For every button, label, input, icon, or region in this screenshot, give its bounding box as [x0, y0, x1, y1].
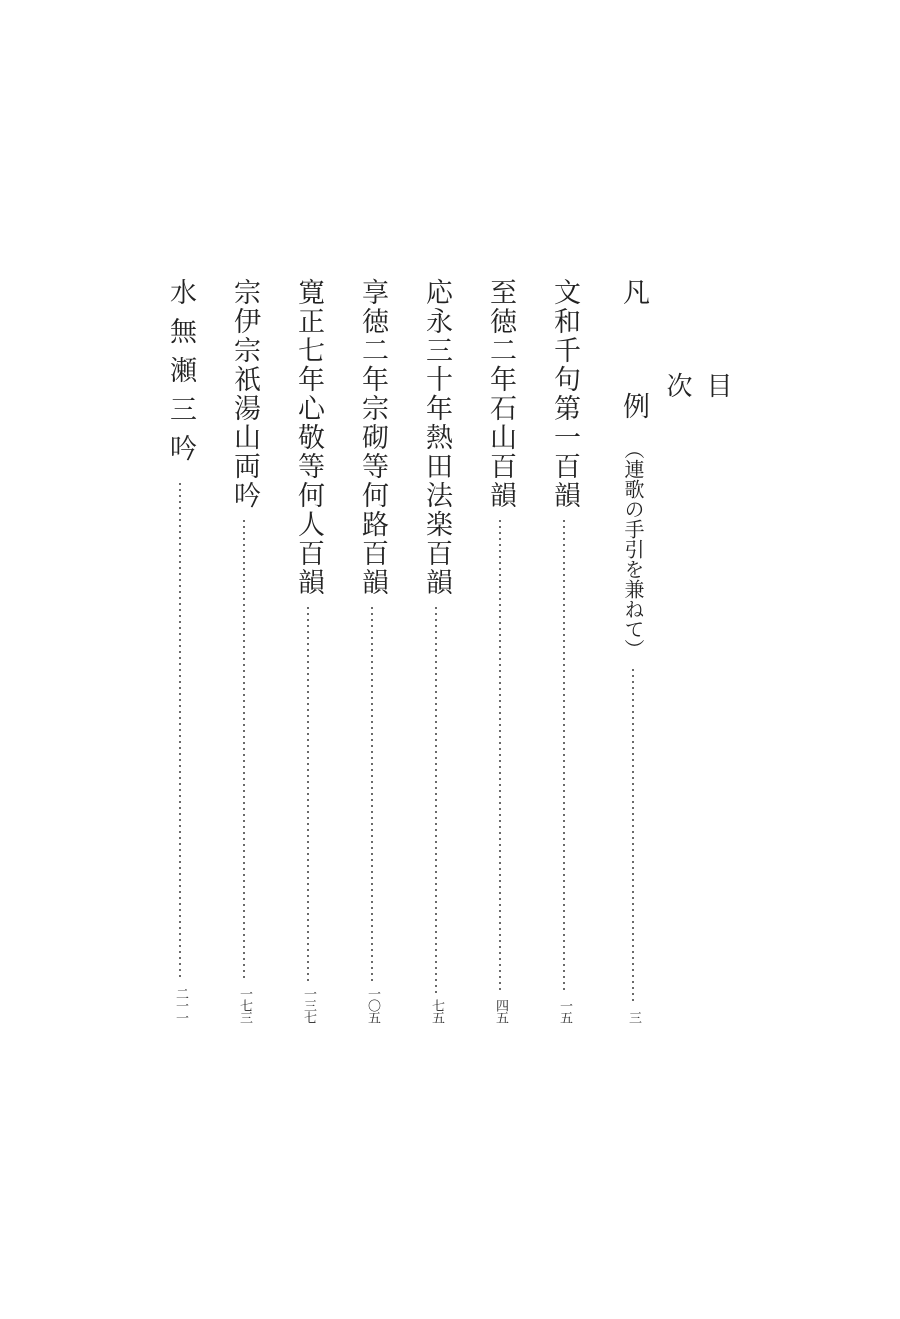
toc-entry[interactable] [285, 278, 331, 1023]
toc-leader-dots [499, 518, 501, 993]
toc-entry-page: 四五 [493, 999, 508, 1023]
toc-leader-dots [307, 605, 309, 981]
toc-entry[interactable] [477, 278, 523, 1023]
toc-entry-title: 水無瀬三吟 [165, 278, 196, 473]
toc-entry[interactable] [610, 278, 656, 1023]
toc-entry-title: 宗伊宗祇湯山両吟 [229, 278, 260, 510]
toc-entry-page: 一〇五 [365, 987, 380, 1023]
toc-entry-title: 至徳二年石山百韻 [485, 278, 516, 510]
toc-entry[interactable] [221, 278, 267, 1023]
toc-entry-title: 応永三十年熱田法楽百韻 [421, 278, 452, 597]
toc-entry-note: （連歌の手引を兼ねて） [621, 439, 645, 659]
toc-entry[interactable] [157, 278, 203, 1023]
toc-leader-dots [632, 667, 634, 1005]
toc-leader-dots [371, 605, 373, 981]
toc-entry-page: 二一一 [173, 987, 188, 1023]
toc-entry[interactable] [541, 278, 587, 1023]
toc-heading: 目 次 [662, 372, 732, 508]
toc-leader-dots [243, 518, 245, 981]
toc-entry-title: 凡 例 [618, 278, 649, 449]
toc-entry-page: 三 [626, 1011, 641, 1023]
toc-entry-title: 享徳二年宗砌等何路百韻 [357, 278, 388, 597]
toc-entry-page: 一五 [557, 999, 572, 1023]
toc-leader-dots [179, 481, 181, 981]
toc-entry-page: 一三七 [301, 987, 316, 1023]
toc-entry[interactable] [413, 278, 459, 1023]
toc-leader-dots [563, 518, 565, 993]
toc-leader-dots [435, 605, 437, 993]
toc-entry-page: 一七三 [237, 987, 252, 1023]
toc-entry-page: 七五 [429, 999, 444, 1023]
toc-entry-title: 寛正七年心敬等何人百韻 [293, 278, 324, 597]
toc-entry[interactable] [349, 278, 395, 1023]
toc-entry-title: 文和千句第一百韻 [549, 278, 580, 510]
